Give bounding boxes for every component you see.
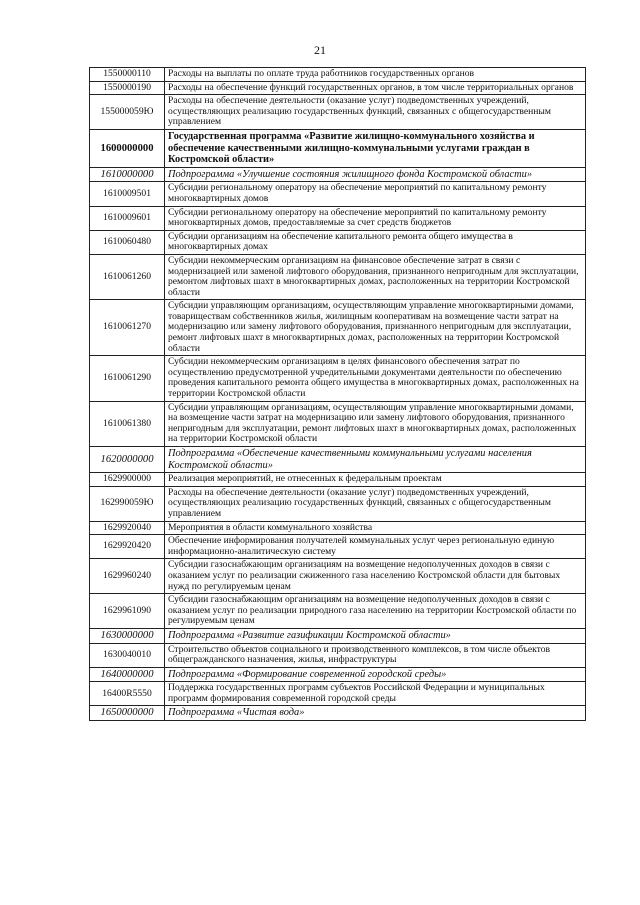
table-row <box>90 667 586 682</box>
table-row <box>90 521 586 535</box>
classification-code: 1629961090 <box>90 594 165 629</box>
table-row <box>90 129 586 167</box>
expense-description: Расходы на обеспечение функций государственных органов, в том числе территориальных органов <box>165 81 586 95</box>
table-row <box>90 682 586 706</box>
table-row <box>90 182 586 206</box>
expense-description: Государственная программа «Развитие жилищно-коммунального хозяйства и обеспечение качественными жилищно-коммунальными услугами граждан в Костромской области» <box>165 129 586 167</box>
expense-description: Субсидии управляющим организациям, осуществляющим управление многоквартирными домами, на возмещение части затрат на модернизацию или замену лифтового оборудования, признанного непригодным для эксплуатации, ремонт лифтовых шахт в многоквартирных домах, расположенных на территории Костромской области <box>165 401 586 446</box>
classification-code: 1610061270 <box>90 300 165 356</box>
expense-description: Расходы на обеспечение деятельности (оказание услуг) подведомственных учреждений, осуществляющих реализацию государственных функций, связанных с общегосударственным управлением <box>165 95 586 130</box>
classification-code: 155000059Ю <box>90 95 165 130</box>
expense-description: Подпрограмма «Улучшение состояния жилищного фонда Костромской области» <box>165 167 586 182</box>
table-body <box>90 68 586 721</box>
classification-code: 1610000000 <box>90 167 165 182</box>
table-row <box>90 206 586 230</box>
table-row <box>90 643 586 667</box>
classification-code: 1620000000 <box>90 447 165 473</box>
expense-description: Подпрограмма «Развитие газификации Костромской области» <box>165 628 586 643</box>
table-row <box>90 81 586 95</box>
table-row <box>90 628 586 643</box>
classification-code: 1630000000 <box>90 628 165 643</box>
classification-code: 1610060480 <box>90 230 165 254</box>
classification-code: 1610061260 <box>90 254 165 299</box>
expense-description: Подпрограмма «Чистая вода» <box>165 706 586 721</box>
expense-description: Подпрограмма «Обеспечение качественными коммунальными услугами населения Костромской области» <box>165 447 586 473</box>
classification-code: 1629960240 <box>90 559 165 594</box>
classification-code: 1600000000 <box>90 129 165 167</box>
classification-code: 162990059Ю <box>90 486 165 521</box>
classification-code: 1610061380 <box>90 401 165 446</box>
expense-description: Обеспечение информирования получателей коммунальных услуг через региональную единую информационно-аналитическую систему <box>165 535 586 559</box>
page-number: 21 <box>314 43 326 57</box>
expense-description: Расходы на обеспечение деятельности (оказание услуг) подведомственных учреждений, осуществляющих реализацию государственных функций, связанных с общегосударственным управлением <box>165 486 586 521</box>
table-row <box>90 535 586 559</box>
classification-code: 1650000000 <box>90 706 165 721</box>
classification-code: 1630040010 <box>90 643 165 667</box>
table-row <box>90 167 586 182</box>
table-row <box>90 254 586 299</box>
classification-code: 1629920040 <box>90 521 165 535</box>
table-row <box>90 594 586 629</box>
classification-code: 1640000000 <box>90 667 165 682</box>
table-row <box>90 401 586 446</box>
table-row <box>90 447 586 473</box>
classification-code: 1610009501 <box>90 182 165 206</box>
expense-description: Субсидии некоммерческим организациям в целях финансового обеспечения затрат по осуществлению предусмотренной учредительными документами деятельности по обеспечению проведения капитального ремонта общего имущества в многоквартирных домах, расположенных на территории Костромской области <box>165 356 586 401</box>
table-row <box>90 95 586 130</box>
table-row <box>90 68 586 82</box>
classification-code: 1610061290 <box>90 356 165 401</box>
expense-description: Мероприятия в области коммунального хозяйства <box>165 521 586 535</box>
table-row <box>90 300 586 356</box>
classification-code: 1550000190 <box>90 81 165 95</box>
expense-description: Субсидии региональному оператору на обеспечение мероприятий по капитальному ремонту многоквартирных домов <box>165 182 586 206</box>
table-row <box>90 559 586 594</box>
classification-code: 1629920420 <box>90 535 165 559</box>
expense-description: Субсидии организациям на обеспечение капитального ремонта общего имущества в многоквартирных домах <box>165 230 586 254</box>
expense-description: Субсидии газоснабжающим организациям на возмещение недополученных доходов в связи с оказанием услуг по реализации сжиженного газа населению Костромской области для бытовых нужд по регулируемым ценам <box>165 559 586 594</box>
classification-code: 1610009601 <box>90 206 165 230</box>
table-row <box>90 230 586 254</box>
classification-code: 1550000110 <box>90 68 165 82</box>
expense-description: Субсидии управляющим организациям, осуществляющим управление многоквартирными домами, товариществам собственников жилья, жилищным кооперативам на возмещение части затрат на модернизацию или замену лифтового оборудования, признанного непригодным для эксплуатации, ремонт лифтовых шахт в многоквартирных домах, расположенных на территории Костромской области <box>165 300 586 356</box>
table-row <box>90 486 586 521</box>
expense-description: Подпрограмма «Формирование современной городской среды» <box>165 667 586 682</box>
expense-description: Субсидии региональному оператору на обеспечение мероприятий по капитальному ремонту многоквартирных домов, предоставляемые за счет средств бюджетов <box>165 206 586 230</box>
expense-description: Строительство объектов социального и производственного комплексов, в том числе объектов общегражданского назначения, жилья, инфраструктуры <box>165 643 586 667</box>
classification-code: 16400R5550 <box>90 682 165 706</box>
expense-description: Субсидии газоснабжающим организациям на возмещение недополученных доходов в связи с оказанием услуг по реализации природного газа населению на территории Костромской области по регулируемым ценам <box>165 594 586 629</box>
table-row <box>90 356 586 401</box>
expense-description: Субсидии некоммерческим организациям на финансовое обеспечение затрат в связи с модернизацией или заменой лифтового оборудования, признанного непригодным для эксплуатации, ремонтом лифтовых шахт в многоквартирных домах, расположенных на территории Костромской области <box>165 254 586 299</box>
expense-description: Расходы на выплаты по оплате труда работников государственных органов <box>165 68 586 82</box>
table-row <box>90 473 586 487</box>
classification-code: 1629900000 <box>90 473 165 487</box>
table-row <box>90 706 586 721</box>
budget-classification-table <box>89 67 586 721</box>
expense-description: Поддержка государственных программ субъектов Российской Федерации и муниципальных программ формирования современной городской среды <box>165 682 586 706</box>
expense-description: Реализация мероприятий, не отнесенных к федеральным проектам <box>165 473 586 487</box>
